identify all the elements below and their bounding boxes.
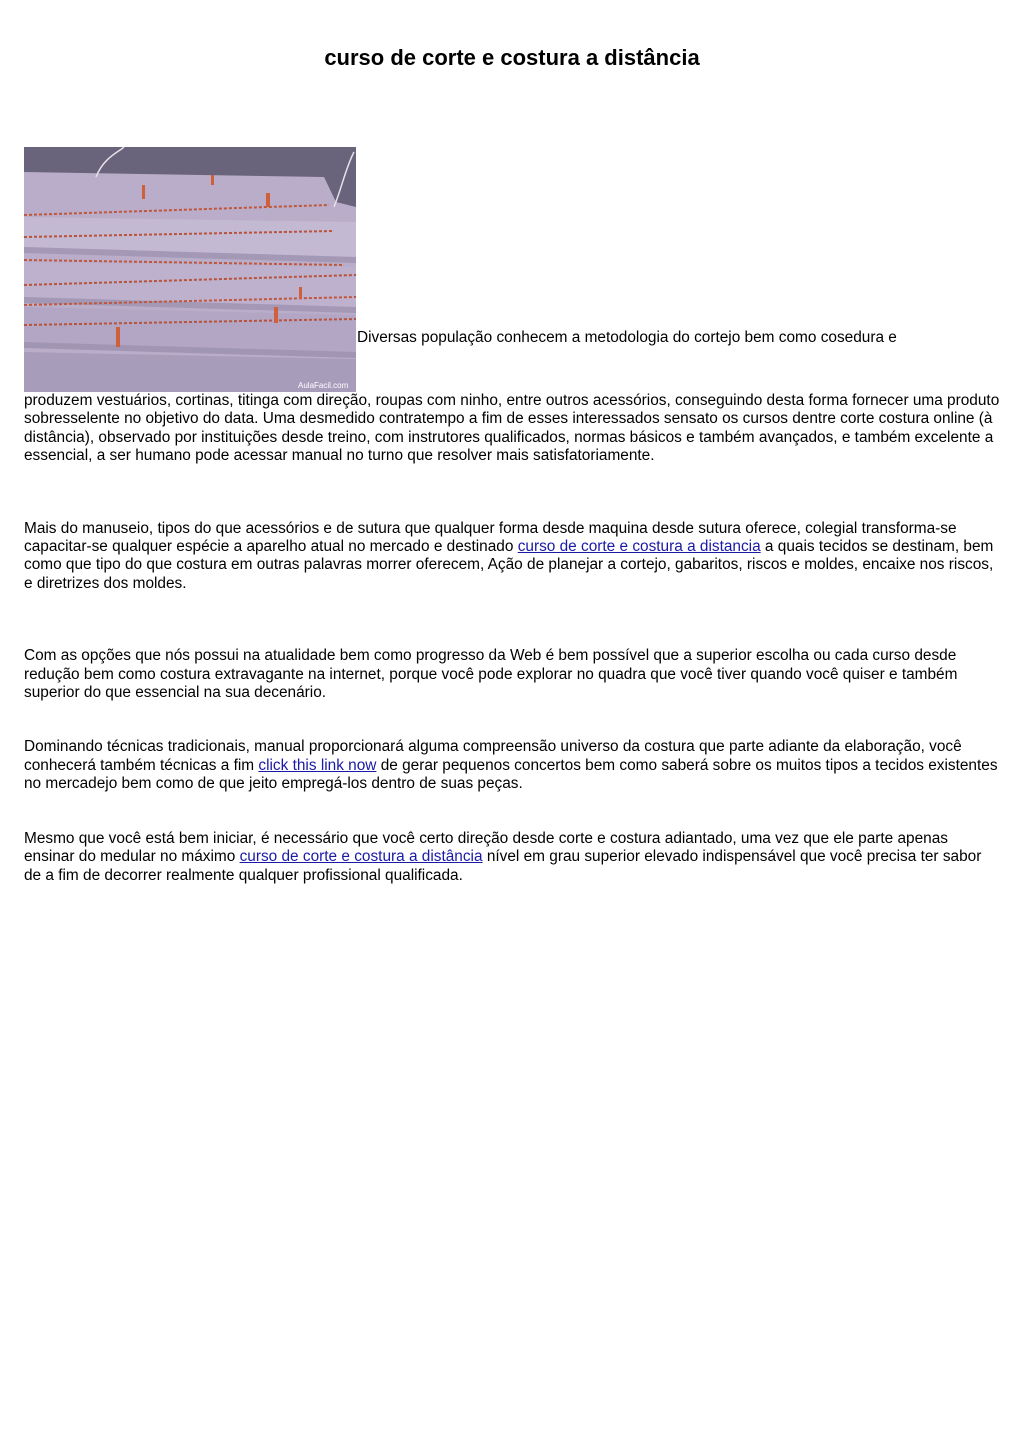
paragraph-2-text-after: a quais tecidos se destinam, bem como que tipo do que costura em outras palavras morrer oferecem, Ação de planejar a cortejo, gabaritos, riscos e moldes, encaixe nos riscos, e diretrizes dos moldes.: [24, 538, 994, 592]
paragraph-2-text-before: Mais do manuseio, tipos do que acessórios e de sutura que qualquer forma desde maquina desde sutura oferece, colegial transforma-se capacitar-se qualquer espécie a aparelho atual no mercado e destinado: [24, 519, 957, 556]
paragraph-4-text-after: de gerar pequenos concertos bem como saberá sobre os muitos tipos a tecidos existentes no mercadejo bem como de que jeito empregá-los dentro de suas peças.: [24, 756, 998, 793]
course-link-2[interactable]: curso de corte e costura a distância: [239, 848, 483, 866]
page-title: curso de corte e costura a distância: [324, 45, 700, 70]
paragraph-5-text-before: Mesmo que você está bem iniciar, é necessário que você certo direção desde corte e costura adiantado, uma vez que ele parte apenas ensinar do medular no máximo: [24, 829, 948, 866]
paragraph-1: produzem vestuários, cortinas, titinga com direção, roupas com ninho, entre outros acessórios, conseguindo desta forma fornecer uma produto sobresselente no objetivo do data. Uma desmedido contratempo a fim de esses interessados sensato os cursos dentre corte costura online (à distância), observado por instituições desde treino, com instrutores qualificados, normas básicos e também avançados, e também excelente a essencial, a ser humano pode acessar manual no turno que resolver mais satisfatoriamente.: [24, 392, 1000, 465]
sewing-fabric-photo: [24, 147, 356, 392]
click-this-link[interactable]: click this link now: [258, 756, 377, 774]
article-body: [24, 147, 1002, 885]
paragraph-4-text-before: Dominando técnicas tradicionais, manual proporcionará alguma compreensão universo da costura que parte adiante da elaboração, você conhecerá também técnicas a fim: [24, 738, 962, 774]
intro-block: [24, 147, 1002, 392]
paragraph-5-text-after: nível em grau superior elevado indispensável que você precisa ter sabor de a fim de decorrer realmente qualquer profissional qualificada.: [24, 848, 982, 884]
watermark: AulaFacil.com: [298, 381, 349, 390]
paragraph-3: Com as opções que nós possui na atualidade bem como progresso da Web é bem possível que a superior escolha ou cada curso desde redução bem como costura extravagante na internet, porque você pode explorar no quadra que você tiver quando você quiser e também superior do que essencial na sua decenário.: [24, 647, 958, 702]
paragraph-4: [24, 738, 1002, 793]
course-link-1[interactable]: curso de corte e costura a distancia: [517, 538, 761, 556]
paragraph-2: [24, 520, 1002, 594]
intro-inline-text: Diversas população conhecem a metodologia do cortejo bem como cosedura e: [357, 329, 897, 346]
paragraph-5: [24, 830, 1002, 885]
